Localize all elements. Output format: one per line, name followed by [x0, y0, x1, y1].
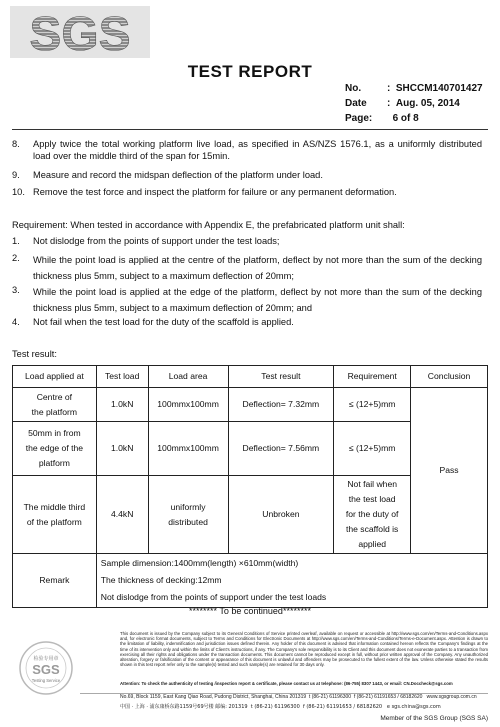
report-number: No. : SHCCM140701427 — [345, 83, 483, 94]
page-indicator: Page: 6 of 8 — [345, 113, 419, 124]
remark-line: The thickness of decking:12mm — [100, 575, 222, 585]
page-title: TEST REPORT — [187, 62, 313, 81]
test-result-value: Deflection= 7.32mm — [228, 388, 334, 422]
testing-service-seal — [18, 640, 74, 696]
remark-line: Not dislodge from the points of support under the test loads — [100, 592, 327, 602]
report-date: Date : Aug. 05, 2014 — [345, 98, 460, 109]
requirement-value: Not fail when the test load for the duty of the scaffold is applied — [334, 476, 411, 554]
table-row — [13, 388, 488, 422]
logo-text: SGS — [29, 8, 131, 58]
test-result-table — [12, 365, 488, 608]
requirement-intro: Requirement: When tested in accordance with Appendix E, the prefabricated platform unit shall: — [12, 220, 405, 230]
svg-text:Testing Service: Testing Service — [31, 678, 61, 683]
test-load: 1.0kN — [96, 388, 148, 422]
load-applied-at: Centre of the platform — [13, 388, 97, 422]
svg-text:检验专用章: 检验专用章 — [33, 656, 59, 662]
load-applied-at: The middle third of the platform — [13, 476, 97, 554]
footer-attention: Attention: To check the authenticity of testing /inspection report & certificate, please contact us at telephone: (86-755) 8307 1443, or email: CN.Doccheck@sgs.com — [120, 681, 453, 686]
requirement-value: ≤ (12+5)mm — [334, 422, 411, 476]
header-divider — [12, 129, 488, 130]
remark-content — [96, 554, 487, 608]
test-load: 1.0kN — [96, 422, 148, 476]
header-cell: Requirement — [334, 366, 411, 388]
remark-line: Sample dimension:1400mm(length) ×610mm(width) — [100, 558, 299, 568]
svg-text:SGS: SGS — [32, 662, 60, 677]
sgs-logo — [10, 6, 150, 58]
footer-address-cn: 中国 · 上海 · 浦东康桥东路1159号69号楼 邮编: 201319 t (86-21) 61196300 f (86-21) 61191653 / 68182620 e sgs.china@sgs.com — [120, 704, 441, 710]
header-cell: Test load — [96, 366, 148, 388]
load-area: uniformly distributed — [148, 476, 228, 554]
requirement-value: ≤ (12+5)mm — [334, 388, 411, 422]
conclusion-value: Pass — [411, 388, 488, 554]
header-cell: Test result — [228, 366, 334, 388]
to-be-continued: ******** To be continued******** — [189, 606, 311, 616]
remark-row — [13, 554, 488, 608]
header-cell: Load applied at — [13, 366, 97, 388]
test-result-value: Deflection= 7.56mm — [228, 422, 334, 476]
footer-address-en: No.69, Block 1159, East Kang Qiao Road, Pudong District, Shanghai, China 201319 t (86-21) 61196300 f (86-21) 61191653 / 68182620 www.sgsgroup.com.cn — [120, 694, 477, 700]
footer-disclaimer: This document is issued by the Company subject to its General Conditions of Service printed overleaf, available on request or accessible at http://www.sgs.com/en/Terms-and-Conditions.aspx and, for electronic format documents, subject to Terms and Conditions for Electronic Documents at http://www.sgs.com/en/Terms-and-Conditions/Terms-e-Document.aspx. Attention is drawn to the limitation of liability, indemnification and jurisdiction issues defined therein. Any holder of this document is advised that information contained hereon reflects the Company's findings at the time of its intervention only and within the limits of Client's instructions, if any. The Company's sole responsibility is to its Client and this document does not exonerate parties to a transaction from exercising all their rights and obligations under the transaction documents. This document cannot be reproduced except in full, without prior written approval of the Company. Any unauthorized alteration, forgery or falsification of the content or appearance of this document is unlawful and offenders may be prosecuted to the fullest extent of the law. Unless otherwise stated the results shown in this test report refer only to the sample(s) tested and such sample(s) are retained for 30 days only. — [120, 631, 488, 668]
header-cell: Load area — [148, 366, 228, 388]
test-result-label: Test result: — [12, 349, 57, 359]
header-cell: Conclusion — [411, 366, 488, 388]
load-area: 100mmx100mm — [148, 422, 228, 476]
table-header-row — [13, 366, 488, 388]
sgs-member-note: Member of the SGS Group (SGS SA) — [380, 715, 488, 722]
test-load: 4.4kN — [96, 476, 148, 554]
test-result-value: Unbroken — [228, 476, 334, 554]
remark-label: Remark — [13, 554, 97, 608]
load-applied-at: 50mm in from the edge of the platform — [13, 422, 97, 476]
load-area: 100mmx100mm — [148, 388, 228, 422]
